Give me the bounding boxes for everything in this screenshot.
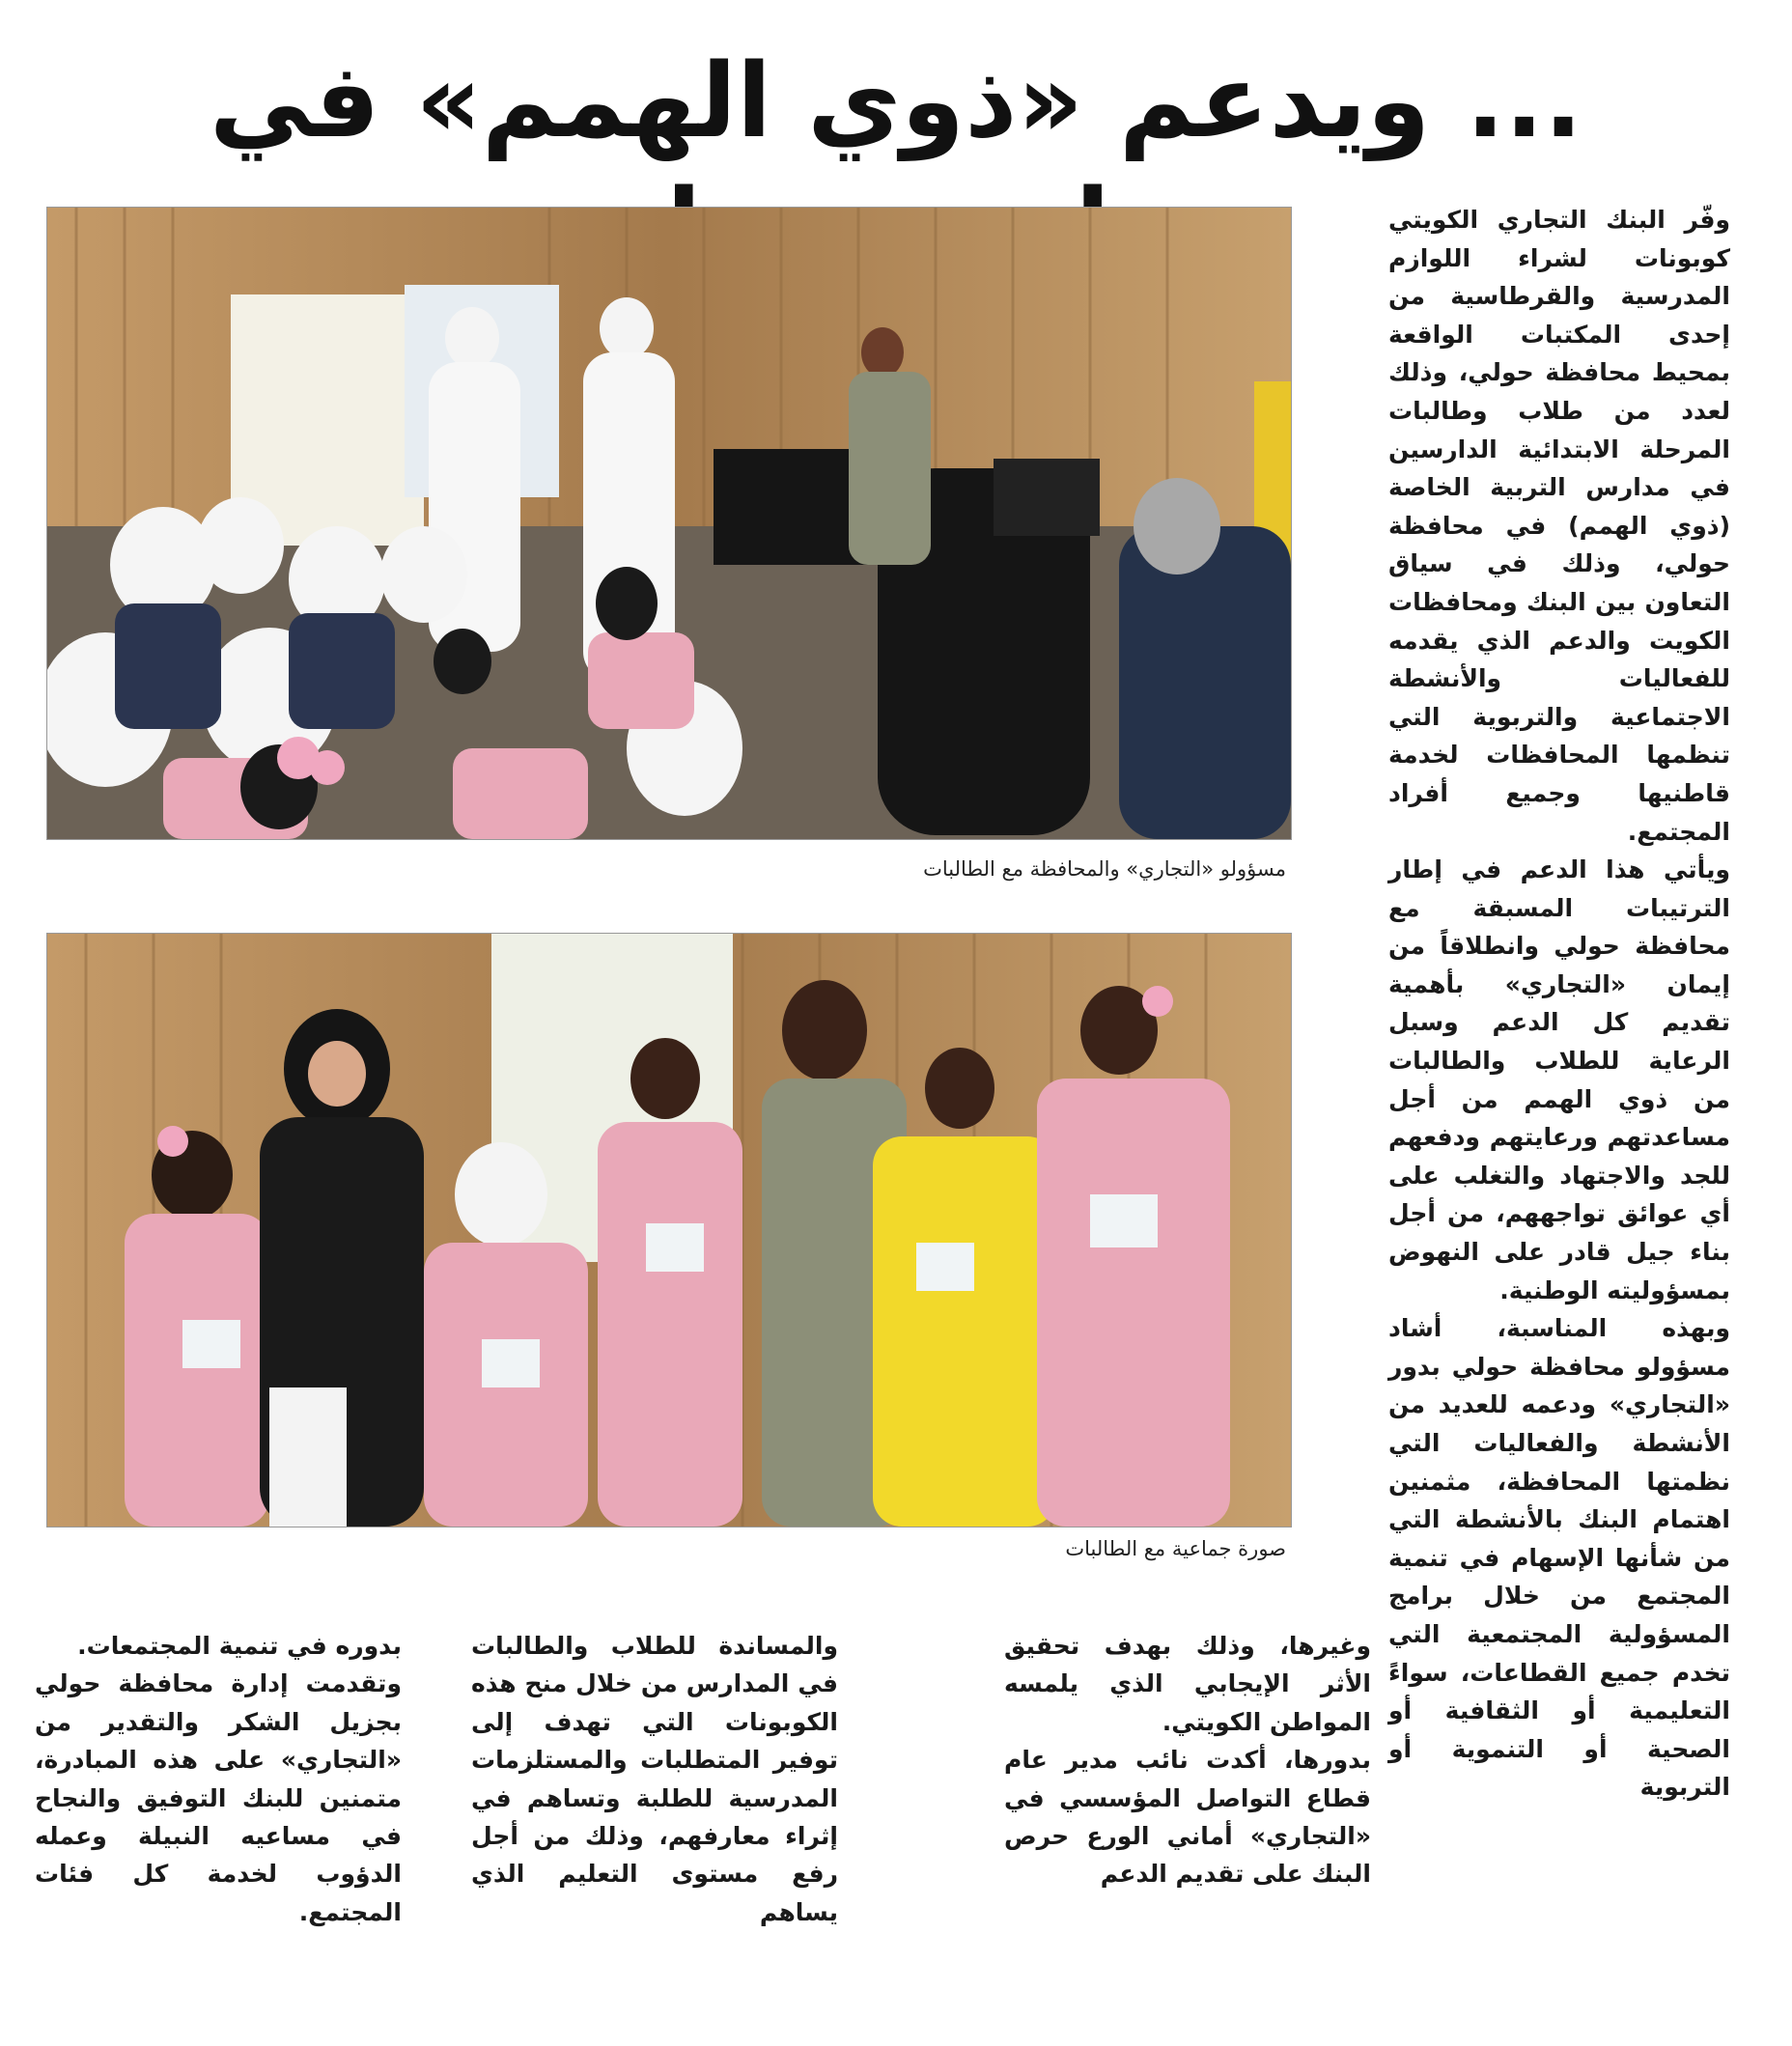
article-column-bottom-2 [471,1627,838,1931]
article-column-bottom-3 [35,1627,402,1931]
paragraph: وبهذه المناسبة، أشاد مسؤولو محافظة حولي بدور «التجاري» ودعمه للعديد من الأنشطة والفعاليات التي نظمتها المحافظة، مثمنين اهتمام البنك بالأنشطة التي من شأنها الإسهام في تنمية المجتمع من خلال برامج المسؤولية المجتمعية التي تخدم جميع القطاعات، سواءً التعليمية أو الثقافية أو الصحية أو التنموية أو التربوية [1388,1314,1730,1802]
paragraph: بدورها، أكدت نائب مدير عام قطاع التواصل المؤسسي في «التجاري» أماني الورع حرص البنك على تقديم الدعم [1004,1746,1371,1889]
paragraph: والمساندة للطلاب والطالبات في المدارس من خلال منح هذه الكوبونات التي تهدف إلى توفير المتطلبات والمستلزمات المدرسية للطلبة وتساهم في إثراء معارفهم، وذلك من أجل رفع مستوى التعليم الذي يساهم [471,1632,838,1926]
headline: ... ويدعم «ذوي الهمم» في [209,42,1583,160]
photo-1-caption: مسؤولو «التجاري» والمحافظة مع الطالبات [923,857,1286,881]
photo-2-caption: صورة جماعية مع الطالبات [1065,1537,1286,1560]
paragraph: بدوره في تنمية المجتمعات. [77,1632,402,1660]
article-column-right [1388,201,1730,1807]
paragraph: ويأتي هذا الدعم في إطار الترتيبات المسبقة مع محافظة حولي وانطلاقاً من إيمان «التجاري» بأهمية تقديم كل الدعم وسبل الرعاية للطلاب والطالبات من ذوي الهمم من أجل مساعدتهم ورعايتهم ودفعهم للجد والاجتهاد والتغلب على أي عوائق تواجههم، من أجل بناء جيل قادر على النهوض بمسؤوليته الوطنية. [1388,855,1730,1304]
article-column-bottom-1 [1004,1627,1371,1893]
paragraph: وتقدمت إدارة محافظة حولي بجزيل الشكر والتقدير من «التجاري» على هذه المبادرة، متمنين للبنك التوفيق والنجاح في مساعيه النبيلة وعمله الدؤوب لخدمة كل فئات المجتمع. [35,1669,402,1926]
photo-officials-with-students [46,207,1292,840]
photo-group-with-students [46,933,1292,1527]
paragraph: وغيرها، وذلك بهدف تحقيق الأثر الإيجابي الذي يلمسه المواطن الكويتي. [1004,1632,1371,1736]
photo-1-illustration [47,208,1291,839]
photo-2-illustration [47,934,1291,1527]
paragraph: وفّر البنك التجاري الكويتي كوبونات لشراء اللوازم المدرسية والقرطاسية من إحدى المكتبات الواقعة بمحيط محافظة حولي، وذلك لعدد من طلاب وطالبات المرحلة الابتدائية الدارسين في مدارس التربية الخاصة (ذوي الهمم) في محافظة حولي، وذلك في سياق التعاون بين البنك ومحافظات الكويت والدعم الذي يقدمه للفعاليات والأنشطة الاجتماعية والتربوية التي تنظمها المحافظات لخدمة قاطنيها وجميع أفراد المجتمع. [1388,206,1730,846]
